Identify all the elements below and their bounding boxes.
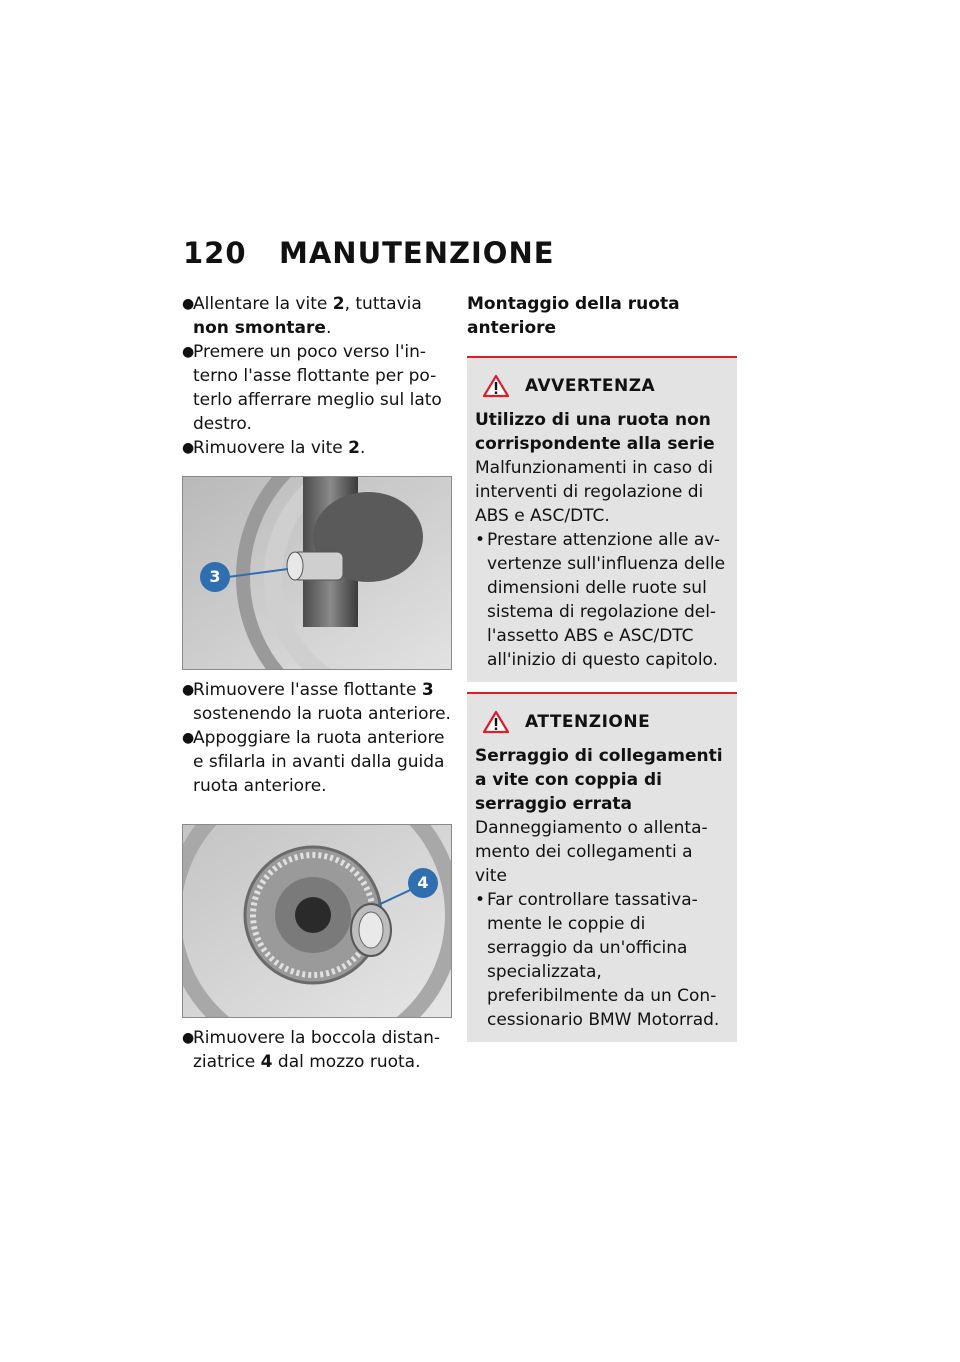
warning-label: AVVERTENZA [525, 376, 656, 396]
chapter-title: MANUTENZIONE [279, 236, 555, 270]
right-column [467, 292, 737, 1052]
list-item: ● Rimuovere la vite 2. [182, 438, 366, 458]
list-item: ● Appoggiare la ruota anteriore e sfilarla in avanti dalla guida ruota anteriore. [182, 728, 445, 796]
list-item: ● Premere un poco verso l'in-terno l'asse flottante per po-terlo afferrare meglio sul lato destro. [182, 342, 442, 434]
warning-text: Malfunzionamenti in caso di interventi di regolazione di ABS e ASC/DTC. [475, 458, 714, 526]
section-title: Montaggio della ruota anteriore [467, 294, 680, 338]
bullet-icon: ● [182, 344, 195, 360]
list-item: • Prestare attenzione alle av-vertenze sull'influenza delle dimensioni delle ruote sul sistema di regolazione del-l'assetto ABS e ASC/DTC all'inizio di questo capitolo. [475, 530, 726, 670]
list-item: • Far controllare tassativa-mente le coppie di serraggio da un'officina specializzata, preferibilmente da un Con-cessionario BMW Motorrad. [475, 890, 720, 1030]
figure-floating-axle [182, 476, 452, 670]
left-column [182, 292, 452, 1074]
bullet-icon: ● [182, 1030, 195, 1046]
warning-triangle-icon [483, 374, 509, 398]
bullet-icon: ● [182, 730, 195, 746]
callout-3: 3 [200, 562, 230, 592]
warning-box-attenzione [467, 692, 737, 1042]
warning-triangle-icon [483, 710, 509, 734]
list-item: ● Allentare la vite 2, tuttavia non smontare. [182, 294, 422, 338]
list-item: ● Rimuovere l'asse flottante 3 sostenendo la ruota anteriore. [182, 680, 451, 724]
page-number: 120 [183, 236, 247, 270]
warning-box-avvertenza [467, 356, 737, 682]
callout-4: 4 [408, 868, 438, 898]
bullet-icon: ● [182, 296, 195, 312]
page-header [183, 236, 555, 270]
warning-label: ATTENZIONE [525, 712, 651, 732]
bushing-illustration [183, 825, 452, 1017]
warning-heading: Utilizzo di una ruota non corrispondente alla serie [475, 410, 715, 454]
list-item: ● Rimuovere la boccola distan-ziatrice 4 dal mozzo ruota. [182, 1028, 441, 1072]
figure-spacer-bushing [182, 824, 452, 1018]
bullet-icon: ● [182, 682, 195, 698]
bullet-icon: ● [182, 440, 195, 456]
warning-text: Danneggiamento o allenta-mento dei collegamenti a vite [475, 818, 708, 886]
warning-heading: Serraggio di collegamenti a vite con coppia di serraggio errata [475, 746, 723, 814]
